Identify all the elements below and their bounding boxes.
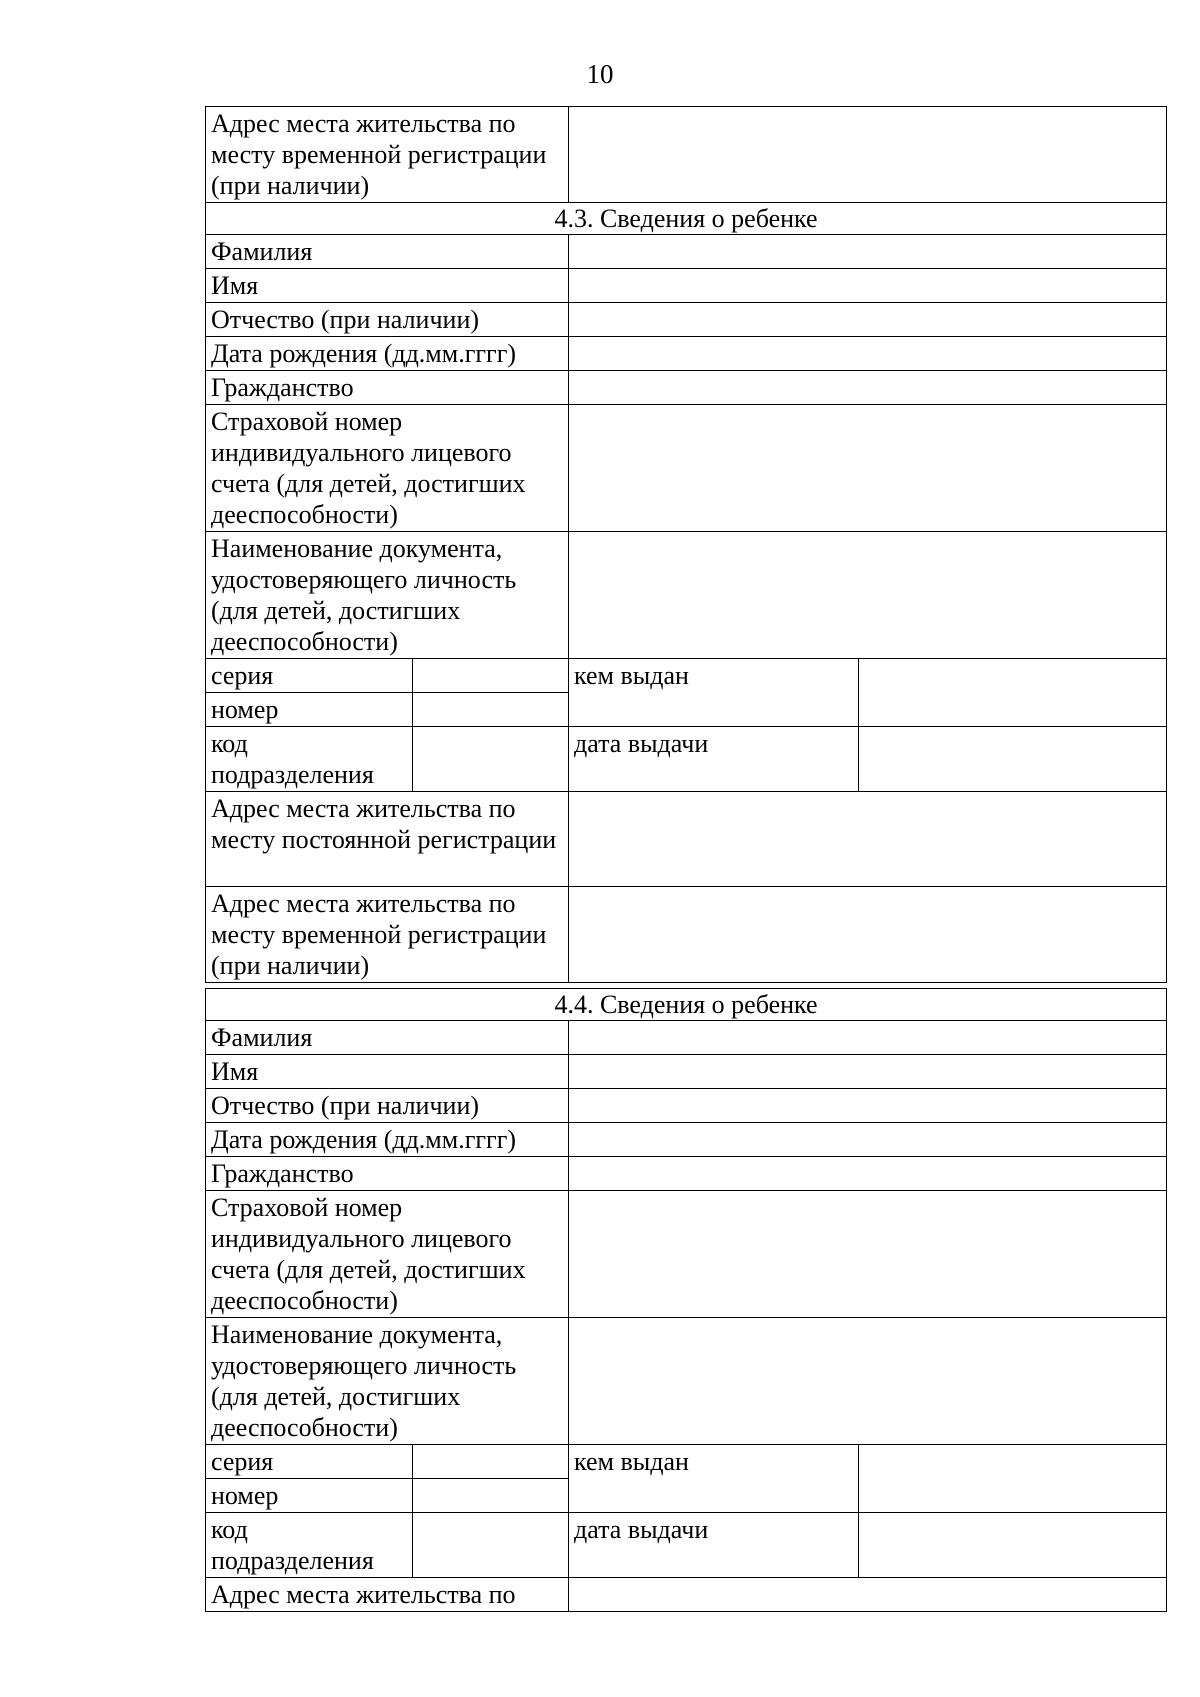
number-field[interactable] — [413, 693, 569, 727]
section-header-row — [206, 203, 1167, 235]
issue-date-field[interactable] — [859, 727, 1167, 792]
patronymic-label: Отчество (при наличии) — [206, 1089, 569, 1123]
patronymic-row — [206, 1089, 1167, 1123]
series-field[interactable] — [413, 1445, 569, 1479]
issued-by-label: кем выдан — [569, 1445, 859, 1513]
section-title-4-4: 4.4. Сведения о ребенке — [206, 989, 1167, 1021]
id-document-field[interactable] — [569, 1318, 1167, 1445]
issued-by-field[interactable] — [859, 1445, 1167, 1513]
citizenship-field[interactable] — [569, 1157, 1167, 1191]
address-field[interactable] — [569, 1578, 1167, 1612]
id-document-label: Наименование документа, удостоверяющего личность (для детей, достигших дееспособности) — [206, 532, 569, 659]
surname-label: Фамилия — [206, 235, 569, 269]
birth-date-field[interactable] — [569, 337, 1167, 371]
permanent-address-row — [206, 792, 1167, 887]
number-label: номер — [206, 693, 413, 727]
citizenship-row — [206, 1157, 1167, 1191]
patronymic-label: Отчество (при наличии) — [206, 303, 569, 337]
citizenship-label: Гражданство — [206, 371, 569, 405]
address-row-partial — [206, 1578, 1167, 1612]
temporary-address-field[interactable] — [569, 107, 1167, 203]
number-field[interactable] — [413, 1479, 569, 1513]
division-code-label: код подразделения — [206, 1513, 413, 1578]
series-field[interactable] — [413, 659, 569, 693]
division-code-row — [206, 1513, 1167, 1578]
snils-field[interactable] — [569, 1191, 1167, 1318]
id-document-row — [206, 1318, 1167, 1445]
citizenship-label: Гражданство — [206, 1157, 569, 1191]
surname-row — [206, 1021, 1167, 1055]
child-info-table-4-3 — [205, 106, 1167, 983]
name-label: Имя — [206, 1055, 569, 1089]
patronymic-field[interactable] — [569, 1089, 1167, 1123]
name-field[interactable] — [569, 1055, 1167, 1089]
number-label: номер — [206, 1479, 413, 1513]
surname-label: Фамилия — [206, 1021, 569, 1055]
surname-row — [206, 235, 1167, 269]
series-label: серия — [206, 1445, 413, 1479]
id-document-row — [206, 532, 1167, 659]
issued-by-label: кем выдан — [569, 659, 859, 727]
citizenship-row — [206, 371, 1167, 405]
citizenship-field[interactable] — [569, 371, 1167, 405]
patronymic-field[interactable] — [569, 303, 1167, 337]
snils-label: Страховой номер индивидуального лицевого счета (для детей, достигших дееспособности) — [206, 405, 569, 532]
issue-date-label: дата выдачи — [569, 1513, 859, 1578]
snils-row — [206, 405, 1167, 532]
birth-date-row — [206, 1123, 1167, 1157]
name-field[interactable] — [569, 269, 1167, 303]
temporary-address-field[interactable] — [569, 887, 1167, 983]
division-code-field[interactable] — [413, 727, 569, 792]
birth-date-row — [206, 337, 1167, 371]
temporary-address-row — [206, 107, 1167, 203]
surname-field[interactable] — [569, 1021, 1167, 1055]
id-document-label: Наименование документа, удостоверяющего личность (для детей, достигших дееспособности) — [206, 1318, 569, 1445]
snils-field[interactable] — [569, 405, 1167, 532]
section-header-row — [206, 989, 1167, 1021]
surname-field[interactable] — [569, 235, 1167, 269]
temporary-address-label: Адрес места жительства по месту временной регистрации (при наличии) — [206, 107, 569, 203]
temporary-address-row — [206, 887, 1167, 983]
permanent-address-field[interactable] — [569, 792, 1167, 887]
child-info-table-4-4 — [205, 988, 1167, 1612]
page-number: 10 — [586, 59, 614, 89]
name-row — [206, 1055, 1167, 1089]
section-title-4-3: 4.3. Сведения о ребенке — [206, 203, 1167, 235]
name-row — [206, 269, 1167, 303]
birth-date-label: Дата рождения (дд.мм.гггг) — [206, 337, 569, 371]
birth-date-field[interactable] — [569, 1123, 1167, 1157]
issue-date-label: дата выдачи — [569, 727, 859, 792]
issued-by-field[interactable] — [859, 659, 1167, 727]
birth-date-label: Дата рождения (дд.мм.гггг) — [206, 1123, 569, 1157]
snils-row — [206, 1191, 1167, 1318]
division-code-field[interactable] — [413, 1513, 569, 1578]
division-code-label: код подразделения — [206, 727, 413, 792]
series-label: серия — [206, 659, 413, 693]
series-row — [206, 659, 1167, 693]
series-row — [206, 1445, 1167, 1479]
patronymic-row — [206, 303, 1167, 337]
division-code-row — [206, 727, 1167, 792]
permanent-address-label: Адрес места жительства по месту постоянной регистрации — [206, 792, 569, 887]
name-label: Имя — [206, 269, 569, 303]
temporary-address-label: Адрес места жительства по месту временной регистрации (при наличии) — [206, 887, 569, 983]
issue-date-field[interactable] — [859, 1513, 1167, 1578]
snils-label: Страховой номер индивидуального лицевого счета (для детей, достигших дееспособности) — [206, 1191, 569, 1318]
address-label-partial: Адрес места жительства по — [206, 1578, 569, 1612]
id-document-field[interactable] — [569, 532, 1167, 659]
